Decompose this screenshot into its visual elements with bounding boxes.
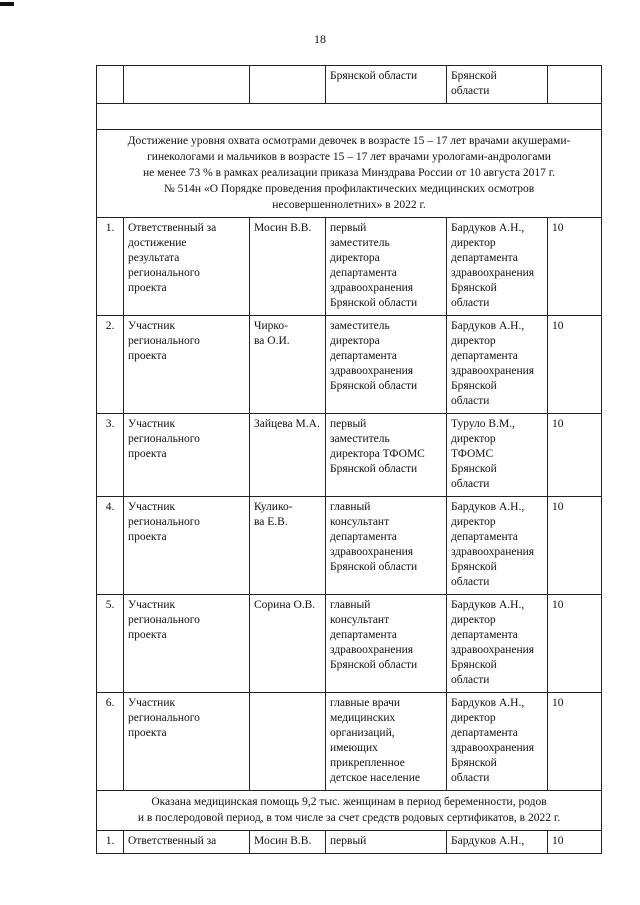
- cell-num: 3.: [97, 414, 124, 497]
- cell-name: Мосин В.В.: [250, 218, 326, 316]
- cell-position: главный консультант департамента здравоохранения Брянской области: [326, 595, 447, 693]
- cell-num: 2.: [97, 316, 124, 414]
- responsibility-table: [96, 65, 602, 854]
- cell-score: 10: [548, 595, 602, 693]
- cell-supervisor: Туруло В.М., директор ТФОМС Брянской области: [447, 414, 548, 497]
- cell-supervisor: Бардуков А.Н., директор департамента здравоохранения Брянской области: [447, 595, 548, 693]
- cell-supervisor: Бардуков А.Н., директор департамента здравоохранения Брянской области: [447, 316, 548, 414]
- scan-corner-mark: [0, 2, 14, 6]
- cell-role: Участник регионального проекта: [124, 595, 250, 693]
- cell-score: 10: [548, 497, 602, 595]
- cell-score: 10: [548, 831, 602, 854]
- cell-role: Ответственный за достижение результата регионального проекта: [124, 218, 250, 316]
- table-row: [97, 595, 602, 693]
- section-title: Достижение уровня охвата осмотрами девочек в возрасте 15 – 17 лет врачами акушерами- гинекологами и мальчиков в возрасте 15 – 17 лет врачами урологами-андрологами не менее 73 % в рамках реализации приказа Минздрава России от 10 августа 2017 г. № 514н «О Порядке проведения профилактических медицинских осмотров несовершеннолетних» в 2022 г.: [97, 130, 602, 218]
- cell-role: Ответственный за: [124, 831, 250, 854]
- cell-supervisor: Бардуков А.Н., директор департамента здравоохранения Брянской области: [447, 497, 548, 595]
- cell-position: первый заместитель директора ТФОМС Брянской области: [326, 414, 447, 497]
- section-spacer: [97, 104, 602, 130]
- cell-num: 1.: [97, 218, 124, 316]
- table-row: [97, 414, 602, 497]
- cell-position: первый заместитель директора департамента здравоохранения Брянской области: [326, 218, 447, 316]
- section-header-2: [97, 791, 602, 831]
- cell-num: 6.: [97, 693, 124, 791]
- cell-name: Сорина О.В.: [250, 595, 326, 693]
- cell-score: [548, 66, 602, 104]
- cell-name: Мосин В.В.: [250, 831, 326, 854]
- cell-num: 1.: [97, 831, 124, 854]
- table-row: [97, 693, 602, 791]
- cell-role: Участник регионального проекта: [124, 497, 250, 595]
- table-row: [97, 497, 602, 595]
- cell-supervisor: Бардуков А.Н.,: [447, 831, 548, 854]
- cell-score: 10: [548, 218, 602, 316]
- cell-name: [250, 693, 326, 791]
- page-number: 18: [314, 32, 326, 46]
- cell-num: [97, 66, 124, 104]
- table-row-continued: [97, 66, 602, 104]
- table-row: [97, 831, 602, 854]
- cell-score: 10: [548, 316, 602, 414]
- cell-name: Зайцева М.А.: [250, 414, 326, 497]
- cell-position: первый: [326, 831, 447, 854]
- cell-name: Чирко- ва О.И.: [250, 316, 326, 414]
- cell-position: главный консультант департамента здравоохранения Брянской области: [326, 497, 447, 595]
- cell-name: Кулико- ва Е.В.: [250, 497, 326, 595]
- table-row: [97, 218, 602, 316]
- cell-role: Участник регионального проекта: [124, 316, 250, 414]
- cell-num: 4.: [97, 497, 124, 595]
- cell-position: главные врачи медицинских организаций, имеющих прикрепленное детское население: [326, 693, 447, 791]
- table-row: [97, 316, 602, 414]
- cell-name: [250, 66, 326, 104]
- cell-supervisor: Бардуков А.Н., директор департамента здравоохранения Брянской области: [447, 218, 548, 316]
- section-title: Оказана медицинская помощь 9,2 тыс. женщинам в период беременности, родов и в послеродовой период, в том числе за счет средств родовых сертификатов, в 2022 г.: [97, 791, 602, 831]
- cell-score: 10: [548, 414, 602, 497]
- cell-position: заместитель директора департамента здравоохранения Брянской области: [326, 316, 447, 414]
- cell-score: 10: [548, 693, 602, 791]
- cell-role: Участник регионального проекта: [124, 693, 250, 791]
- cell-role: Участник регионального проекта: [124, 414, 250, 497]
- cell-supervisor: Бардуков А.Н., директор департамента здравоохранения Брянской области: [447, 693, 548, 791]
- cell-role: [124, 66, 250, 104]
- section-header-1: [97, 130, 602, 218]
- cell-position: Брянской области: [326, 66, 447, 104]
- cell-supervisor: Брянской области: [447, 66, 548, 104]
- cell-num: 5.: [97, 595, 124, 693]
